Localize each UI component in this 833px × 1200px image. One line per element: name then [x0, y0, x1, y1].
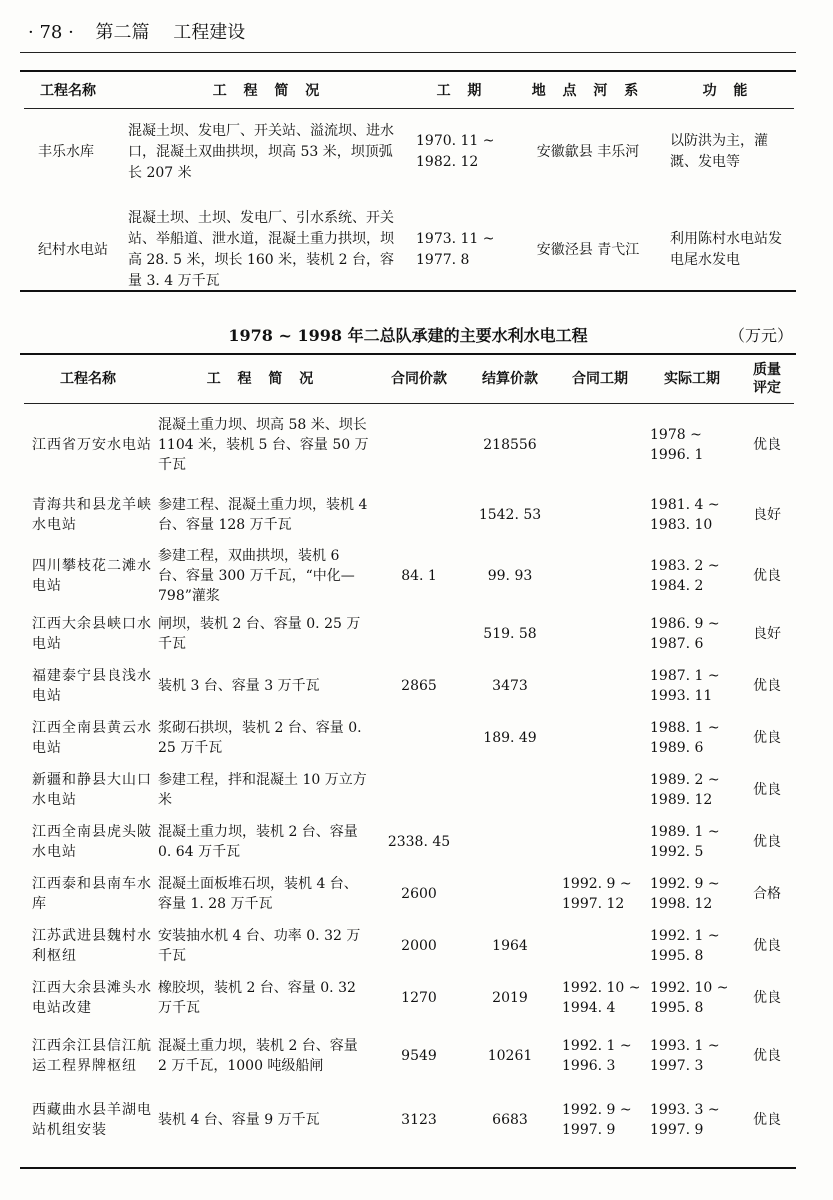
period-start: 1973. 11 ~ — [416, 231, 495, 247]
contract-period — [556, 1024, 644, 1088]
table-row — [24, 1024, 794, 1088]
actual-period — [644, 608, 740, 660]
project-name: 纪村水电站 — [38, 241, 108, 258]
project-desc: 混凝土面板堆石坝，装机 4 台、容量 1. 28 万千瓦 — [158, 875, 358, 912]
settlement-price: 218556 — [483, 436, 537, 453]
quality-rating: 优良 — [753, 781, 781, 798]
actual-period-start: 1993. 3 ~ — [650, 1101, 720, 1118]
project-name: 西藏曲水县羊湖电站机组安装 — [32, 1101, 152, 1138]
actual-period — [644, 712, 740, 764]
page-header — [28, 18, 798, 48]
settlement-price — [464, 764, 556, 816]
actual-period-start: 1987. 1 ~ — [650, 667, 720, 684]
settlement-price — [464, 868, 556, 920]
actual-period-start: 1992. 1 ~ — [650, 927, 720, 944]
actual-period — [644, 1088, 740, 1152]
actual-period-end: 1993. 11 — [650, 687, 713, 704]
actual-period-end: 1992. 5 — [650, 843, 704, 860]
contract-period-start: 1992. 9 ~ — [562, 875, 632, 892]
col-header-name: 工程名称 — [60, 371, 116, 387]
project-desc: 参建工程，拌和混凝土 10 万立方米 — [158, 771, 367, 808]
contract-price: 1270 — [401, 989, 437, 1006]
settlement-price: 6683 — [492, 1111, 528, 1128]
table2-bottom-rule — [20, 1167, 796, 1169]
project-desc: 混凝土重力坝、坝高 58 米、坝长 1104 米，装机 5 台、容量 50 万千瓦 — [158, 416, 369, 473]
contract-period — [556, 920, 644, 972]
settlement-price: 99. 93 — [487, 567, 533, 584]
part-title: 第二篇 — [95, 22, 150, 43]
contract-period — [556, 712, 644, 764]
settlement-price: 10261 — [487, 1047, 533, 1064]
quality-rating: 优良 — [753, 677, 781, 694]
settlement-price: 1542. 53 — [478, 506, 542, 523]
contract-price — [374, 608, 464, 660]
quality-rating: 优良 — [753, 989, 781, 1006]
contract-period — [556, 544, 644, 608]
project-name: 青海共和县龙羊峡水电站 — [32, 496, 152, 533]
project-desc: 装机 4 台、容量 9 万千瓦 — [158, 1111, 320, 1128]
col-header-location: 地 点 河 系 — [531, 83, 645, 99]
quality-rating: 优良 — [753, 1047, 781, 1064]
table-row — [24, 1088, 794, 1152]
table-row — [24, 764, 794, 816]
actual-period-start: 1978 ~ — [650, 426, 702, 443]
col-header-desc: 工 程 简 况 — [212, 83, 326, 99]
table-row — [24, 712, 794, 764]
table-row — [24, 195, 794, 305]
project-desc: 混凝土坝、土坝、发电厂、引水系统、开关站、举船道、泄水道，混凝土重力拱坝，坝高 28. 5 米，坝长 160 米，装机 2 台，容量 3. 4 万千瓦 — [128, 210, 394, 289]
project-desc: 参建工程、混凝土重力坝，装机 4 台、容量 128 万千瓦 — [158, 496, 368, 533]
project-function: 以防洪为主，灌溉、发电等 — [670, 133, 768, 170]
settlement-price — [464, 816, 556, 868]
actual-period-start: 1983. 2 ~ — [650, 557, 720, 574]
actual-period-start: 1989. 1 ~ — [650, 823, 720, 840]
col-header-name: 工程名称 — [40, 83, 96, 99]
project-name: 福建泰宁县良浅水电站 — [32, 667, 152, 704]
project-location: 安徽歙县 丰乐河 — [536, 143, 640, 160]
actual-period-end: 1998. 12 — [650, 895, 713, 912]
contract-period-end: 1997. 12 — [562, 895, 625, 912]
project-period — [410, 195, 514, 305]
contract-price: 2000 — [401, 937, 437, 954]
contract-period-end: 1994. 4 — [562, 999, 616, 1016]
project-name: 江西余江县信江航运工程界牌枢纽 — [32, 1037, 152, 1074]
contract-price: 3123 — [401, 1111, 437, 1128]
table-row — [24, 404, 794, 486]
quality-rating: 优良 — [753, 567, 781, 584]
table-row — [24, 544, 794, 608]
project-name: 新疆和静县大山口水电站 — [32, 771, 152, 808]
actual-period — [644, 816, 740, 868]
table-row — [24, 816, 794, 868]
page-number: · 78 · — [28, 22, 74, 43]
section-title: 工程建设 — [173, 22, 246, 43]
project-name: 江西泰和县南车水库 — [32, 875, 152, 912]
contract-period-start: 1992. 9 ~ — [562, 1101, 632, 1118]
settlement-price: 519. 58 — [483, 625, 537, 642]
actual-period-end: 1996. 1 — [650, 446, 704, 463]
actual-period-end: 1997. 9 — [650, 1121, 704, 1138]
project-desc: 混凝土重力坝，装机 2 台、容量 0. 64 万千瓦 — [158, 823, 358, 860]
contract-period — [556, 764, 644, 816]
actual-period — [644, 660, 740, 712]
actual-period-end: 1984. 2 — [650, 577, 704, 594]
contract-price — [374, 486, 464, 544]
col-header-settlement-price: 结算价款 — [482, 371, 538, 387]
col-header-function: 功 能 — [702, 83, 754, 99]
project-desc: 混凝土重力坝，装机 2 台、容量 2 万千瓦，1000 吨级船闸 — [158, 1037, 358, 1074]
contract-period — [556, 868, 644, 920]
actual-period — [644, 544, 740, 608]
actual-period-end: 1987. 6 — [650, 635, 704, 652]
project-name: 江西省万安水电站 — [32, 436, 152, 453]
contract-price: 9549 — [401, 1047, 437, 1064]
col-header-period: 工 期 — [436, 83, 488, 99]
project-name: 江西全南县虎头陂水电站 — [32, 823, 152, 860]
actual-period-end: 1995. 8 — [650, 947, 704, 964]
table2-unit: （万元） — [728, 326, 793, 345]
project-desc: 装机 3 台、容量 3 万千瓦 — [158, 677, 320, 694]
contract-price: 2338. 45 — [387, 833, 451, 850]
project-desc: 闸坝，装机 2 台、容量 0. 25 万千瓦 — [158, 615, 361, 652]
contract-period — [556, 816, 644, 868]
table-row — [24, 972, 794, 1024]
contract-period — [556, 660, 644, 712]
contract-period — [556, 1088, 644, 1152]
contract-period — [556, 972, 644, 1024]
project-desc: 安装抽水机 4 台、功率 0. 32 万千瓦 — [158, 927, 361, 964]
col-header-quality: 质量评定 — [753, 362, 781, 396]
quality-rating: 良好 — [753, 625, 781, 642]
project-desc: 浆砌石拱坝，装机 2 台、容量 0. 25 万千瓦 — [158, 719, 362, 756]
project-period — [410, 109, 514, 196]
header-rule — [20, 52, 796, 53]
project-desc: 橡胶坝，装机 2 台、容量 0. 32 万千瓦 — [158, 979, 356, 1016]
col-header-contract-period: 合同工期 — [572, 371, 628, 387]
period-start: 1970. 11 ~ — [416, 133, 495, 149]
contract-period-start: 1992. 1 ~ — [562, 1037, 632, 1054]
table-row — [24, 109, 794, 196]
project-name: 江西大余县峡口水电站 — [32, 615, 152, 652]
project-name: 江苏武进县魏村水利枢纽 — [32, 927, 152, 964]
actual-period-start: 1993. 1 ~ — [650, 1037, 720, 1054]
contract-period-start: 1992. 10 ~ — [562, 979, 641, 996]
quality-rating: 优良 — [753, 1111, 781, 1128]
project-function: 利用陈村水电站发电尾水发电 — [670, 231, 782, 268]
col-header-contract-price: 合同价款 — [391, 371, 447, 387]
period-end: 1982. 12 — [416, 154, 479, 170]
projects-table-1 — [24, 72, 794, 305]
project-desc: 参建工程，双曲拱坝，装机 6 台、容量 300 万千瓦，“中化—798”灌浆 — [158, 547, 355, 604]
actual-period — [644, 486, 740, 544]
quality-rating: 合格 — [753, 885, 781, 902]
contract-price — [374, 712, 464, 764]
actual-period-end: 1995. 8 — [650, 999, 704, 1016]
actual-period — [644, 1024, 740, 1088]
settlement-price: 3473 — [492, 677, 528, 694]
col-header-actual-period: 实际工期 — [664, 371, 720, 387]
actual-period — [644, 972, 740, 1024]
contract-price — [374, 404, 464, 486]
settlement-price: 1964 — [492, 937, 528, 954]
projects-table-2 — [24, 355, 794, 1152]
actual-period — [644, 868, 740, 920]
actual-period-end: 1983. 10 — [650, 516, 713, 533]
table2-title: 1978 ~ 1998 年二总队承建的主要水利水电工程 — [228, 326, 588, 345]
project-name: 丰乐水库 — [38, 143, 94, 160]
settlement-price: 2019 — [492, 989, 528, 1006]
project-name: 四川攀枝花二滩水电站 — [32, 557, 152, 594]
contract-period-end: 1996. 3 — [562, 1057, 616, 1074]
contract-period — [556, 404, 644, 486]
contract-period — [556, 608, 644, 660]
table-row — [24, 920, 794, 972]
actual-period-end: 1989. 6 — [650, 739, 704, 756]
table-row — [24, 608, 794, 660]
table-row — [24, 868, 794, 920]
quality-rating: 优良 — [753, 729, 781, 746]
quality-rating: 优良 — [753, 833, 781, 850]
table2-header-row — [24, 355, 794, 404]
project-name: 江西大余县滩头水电站改建 — [32, 979, 152, 1016]
actual-period — [644, 404, 740, 486]
table-row — [24, 660, 794, 712]
period-end: 1977. 8 — [416, 252, 470, 268]
table1-bottom-rule — [20, 290, 796, 292]
actual-period — [644, 920, 740, 972]
quality-rating: 良好 — [753, 506, 781, 523]
contract-period — [556, 486, 644, 544]
contract-price: 2600 — [401, 885, 437, 902]
actual-period-start: 1986. 9 ~ — [650, 615, 720, 632]
project-name: 江西全南县黄云水电站 — [32, 719, 152, 756]
actual-period — [644, 764, 740, 816]
actual-period-start: 1981. 4 ~ — [650, 496, 720, 513]
quality-rating: 优良 — [753, 436, 781, 453]
actual-period-end: 1997. 3 — [650, 1057, 704, 1074]
settlement-price: 189. 49 — [483, 729, 537, 746]
project-desc: 混凝土坝、发电厂、开关站、溢流坝、进水口，混凝土双曲拱坝，坝高 53 米，坝顶弧长 207 米 — [128, 122, 394, 181]
contract-price: 2865 — [401, 677, 437, 694]
table1-header-row — [24, 72, 794, 109]
actual-period-end: 1989. 12 — [650, 791, 713, 808]
actual-period-start: 1988. 1 ~ — [650, 719, 720, 736]
actual-period-start: 1992. 9 ~ — [650, 875, 720, 892]
quality-rating: 优良 — [753, 937, 781, 954]
actual-period-start: 1989. 2 ~ — [650, 771, 720, 788]
contract-price: 84. 1 — [401, 567, 437, 584]
contract-price — [374, 764, 464, 816]
project-location: 安徽泾县 青弋江 — [536, 241, 640, 258]
actual-period-start: 1992. 10 ~ — [650, 979, 729, 996]
contract-period-end: 1997. 9 — [562, 1121, 616, 1138]
table-row — [24, 486, 794, 544]
col-header-desc: 工 程 简 况 — [206, 371, 320, 387]
